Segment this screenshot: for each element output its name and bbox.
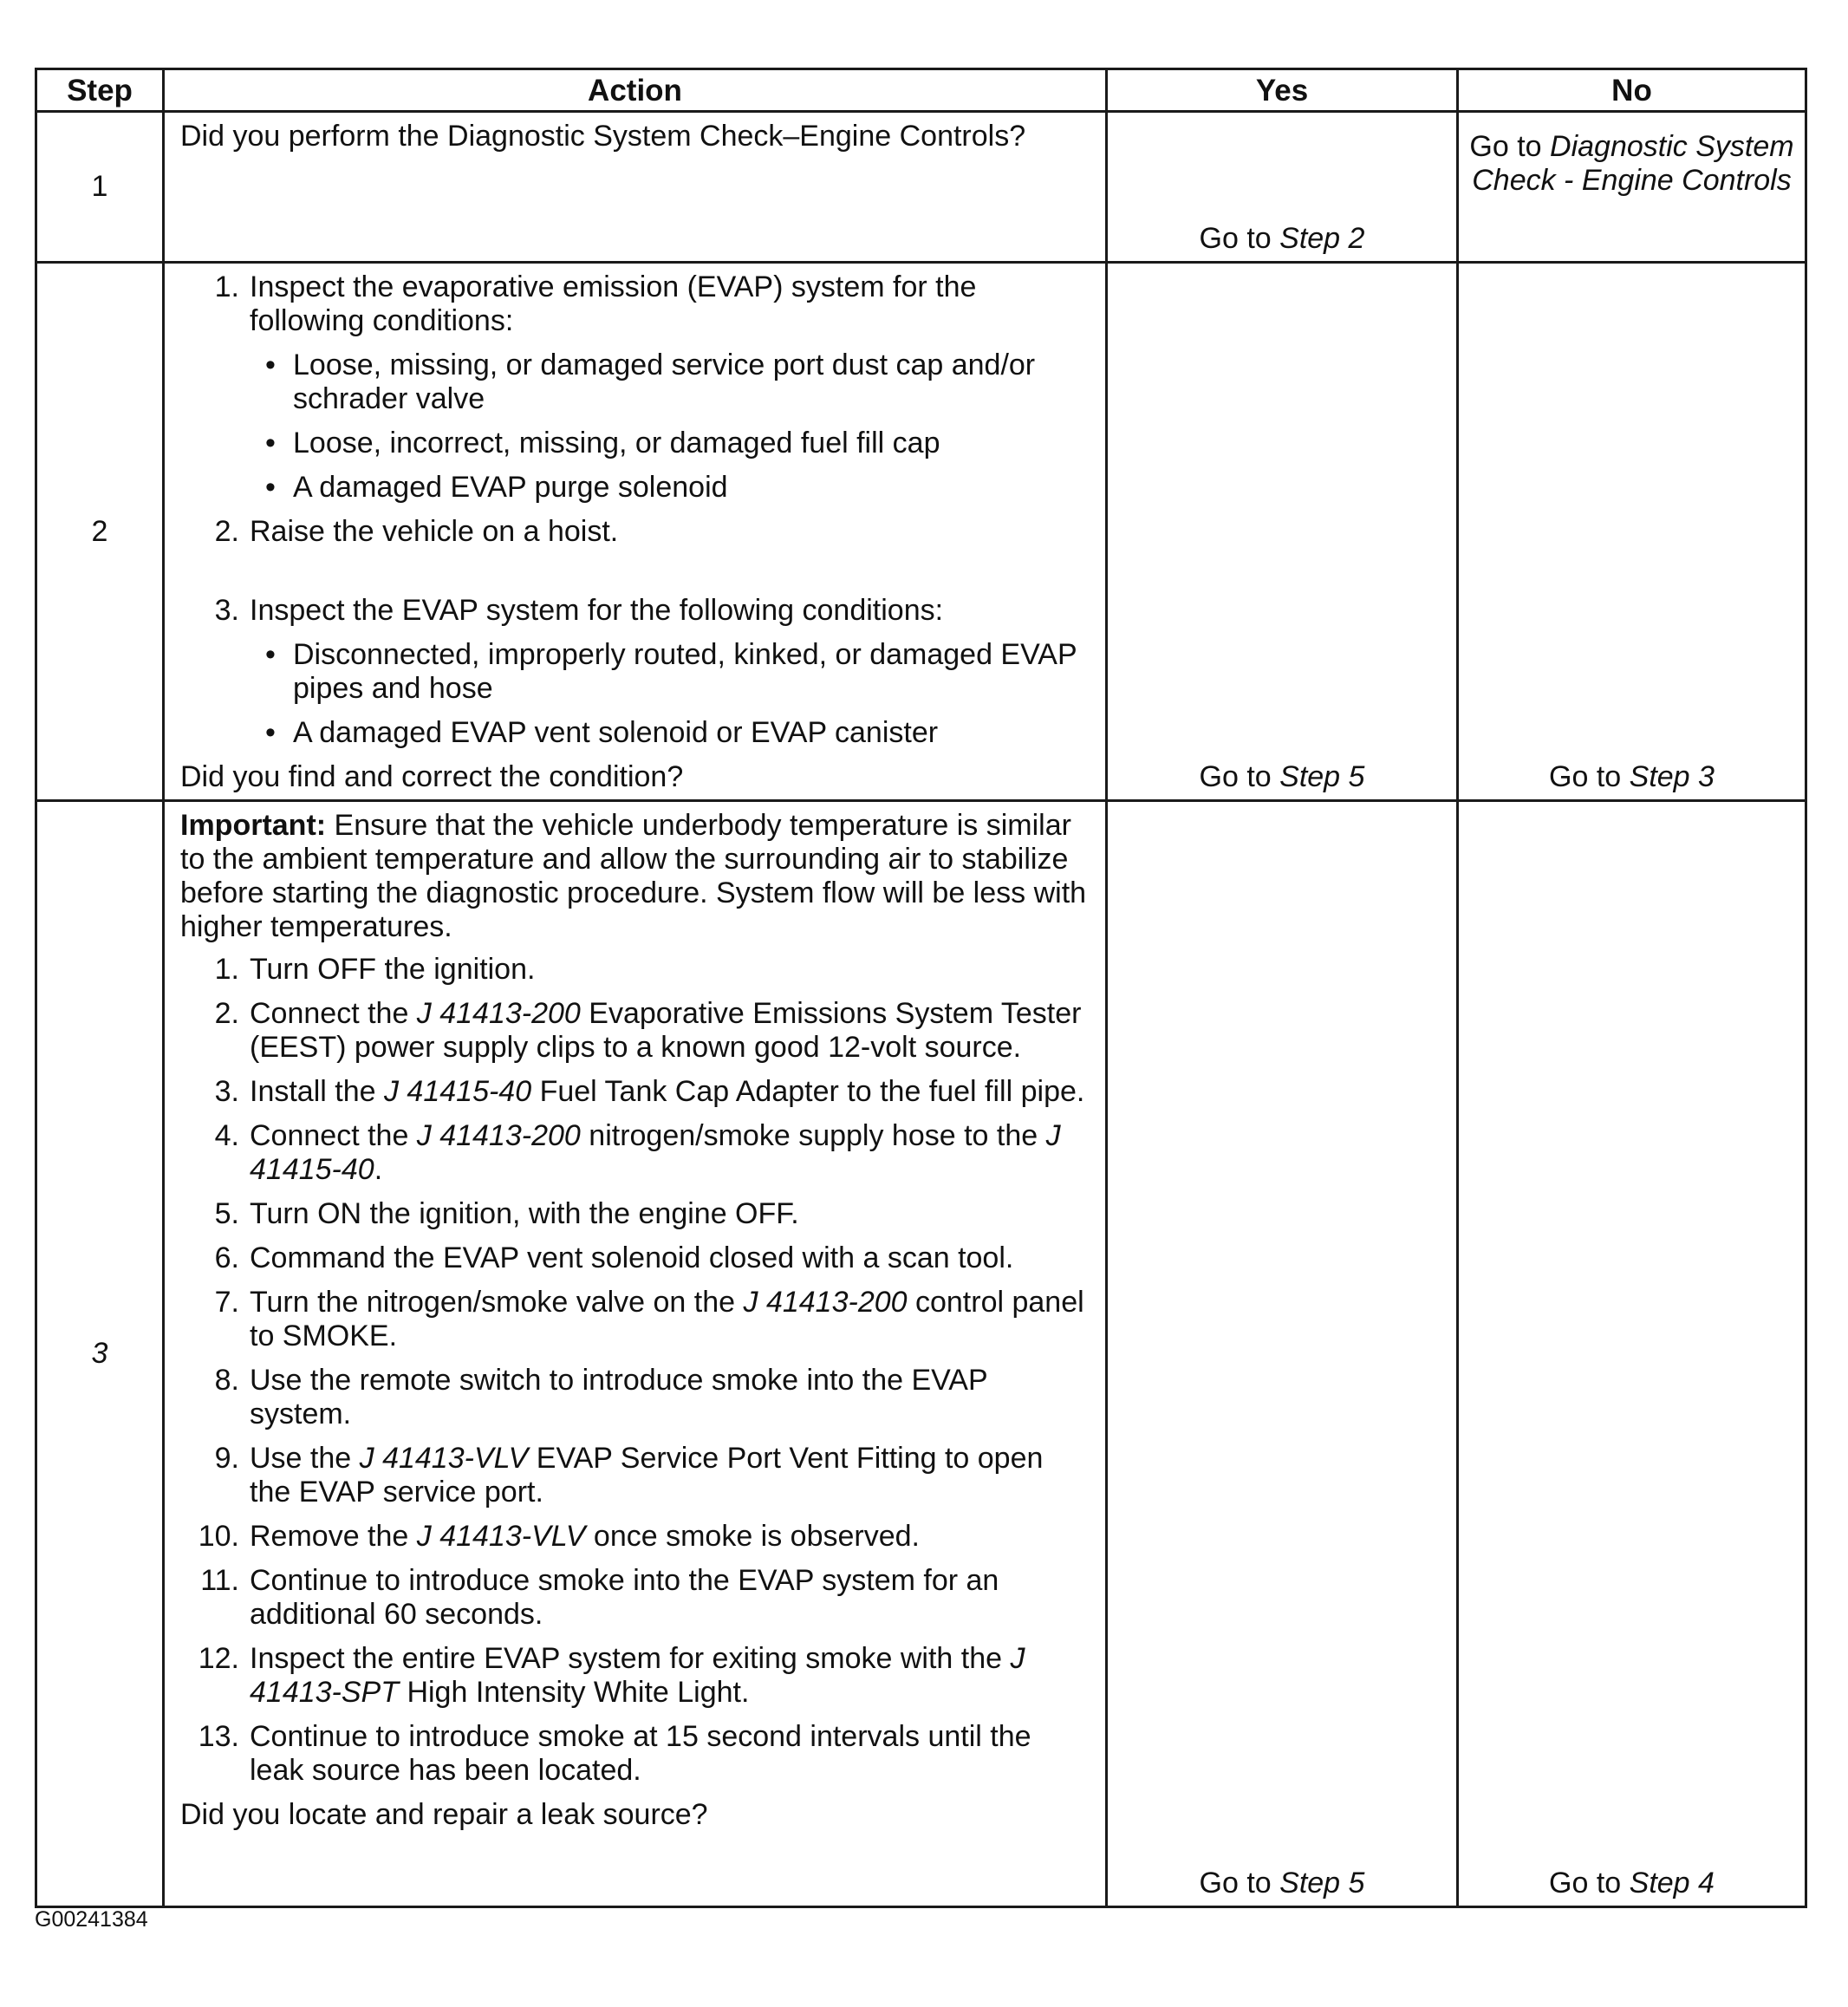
item-text: Remove the bbox=[250, 1520, 417, 1553]
item-number: 2. bbox=[214, 515, 239, 548]
bullet-icon: • bbox=[265, 638, 276, 671]
list-item bbox=[180, 1364, 1090, 1431]
header-action: Action bbox=[164, 69, 1107, 112]
yes-step-ref: Step 2 bbox=[1279, 222, 1365, 255]
yes-prefix: Go to bbox=[1199, 222, 1280, 255]
item-number: 3. bbox=[214, 1075, 239, 1108]
bullet-icon: • bbox=[265, 349, 276, 381]
step-number: 3 bbox=[36, 801, 164, 1907]
tool-reference: J 41415-40 bbox=[250, 1119, 1061, 1186]
no-result bbox=[1458, 263, 1806, 801]
bullet-item bbox=[250, 638, 1090, 706]
item-number: 3. bbox=[214, 594, 239, 627]
bullet-item bbox=[250, 716, 1090, 750]
question-text: Did you perform the Diagnostic System Check–Engine Controls? bbox=[180, 120, 1026, 153]
no-step-ref: Diagnostic System Check - Engine Controls bbox=[1472, 130, 1794, 197]
question-text: Did you locate and repair a leak source? bbox=[180, 1798, 708, 1831]
item-number: 13. bbox=[198, 1720, 239, 1753]
yes-step-ref: Step 5 bbox=[1279, 1867, 1365, 1899]
tool-reference: J 41413-VLV bbox=[416, 1520, 586, 1553]
list-item bbox=[180, 1197, 1090, 1231]
item-number: 11. bbox=[200, 1564, 239, 1597]
header-yes: Yes bbox=[1107, 69, 1458, 112]
tool-reference: J 41413-200 bbox=[416, 1119, 581, 1152]
bullet-icon: • bbox=[265, 471, 276, 504]
item-number: 2. bbox=[214, 997, 239, 1030]
tool-reference: J 41413-200 bbox=[416, 997, 581, 1030]
item-text: Command the EVAP vent solenoid closed with a scan tool. bbox=[250, 1241, 1014, 1274]
tool-reference: J 41413-SPT bbox=[250, 1642, 1025, 1709]
important-text: Ensure that the vehicle underbody temperature is similar to the ambient temperature and allow the surrounding air to stabilize before starting the diagnostic procedure. System flow will be less with higher temperatures. bbox=[180, 809, 1087, 943]
item-text: Turn OFF the ignition. bbox=[250, 953, 536, 986]
item-text: Fuel Tank Cap Adapter to the fuel fill pipe. bbox=[531, 1075, 1085, 1108]
item-text: Turn the nitrogen/smoke valve on the bbox=[250, 1286, 744, 1319]
item-number: 8. bbox=[214, 1364, 239, 1397]
item-number: 10. bbox=[198, 1520, 239, 1553]
item-number: 5. bbox=[214, 1197, 239, 1230]
item-number: 6. bbox=[214, 1241, 239, 1274]
no-result bbox=[1458, 112, 1806, 263]
bullet-item bbox=[250, 349, 1090, 416]
item-text: Turn ON the ignition, with the engine OFF. bbox=[250, 1197, 799, 1230]
important-label: Important: bbox=[180, 809, 327, 842]
list-item bbox=[180, 1442, 1090, 1509]
yes-result bbox=[1107, 263, 1458, 801]
list-item bbox=[180, 270, 1090, 505]
header-no: No bbox=[1458, 69, 1806, 112]
list-item bbox=[180, 953, 1090, 987]
list-item bbox=[180, 1642, 1090, 1710]
tool-reference: J 41415-40 bbox=[383, 1075, 532, 1108]
action-cell bbox=[164, 112, 1107, 263]
bullet-text: Loose, missing, or damaged service port dust cap and/or schrader valve bbox=[293, 349, 1036, 415]
tool-reference: J 41413-VLV bbox=[359, 1442, 529, 1475]
item-text: Use the remote switch to introduce smoke into the EVAP system. bbox=[250, 1364, 988, 1430]
yes-step-ref: Step 5 bbox=[1279, 760, 1365, 793]
list-item bbox=[180, 1520, 1090, 1554]
bullet-item bbox=[250, 471, 1090, 505]
item-text: Evaporative Emissions System Tester (EEST) power supply clips to a known good 12-volt source. bbox=[250, 997, 1082, 1064]
item-text: Raise the vehicle on a hoist. bbox=[250, 515, 619, 548]
bullet-icon: • bbox=[265, 716, 276, 749]
table-row bbox=[36, 801, 1806, 1907]
table-row bbox=[36, 263, 1806, 801]
diagnostic-table bbox=[35, 68, 1807, 1908]
table-row bbox=[36, 112, 1806, 263]
no-step-ref: Step 4 bbox=[1629, 1867, 1715, 1899]
bullet-text: Loose, incorrect, missing, or damaged fuel fill cap bbox=[293, 427, 940, 459]
step-number: 1 bbox=[36, 112, 164, 263]
item-text: Continue to introduce smoke into the EVAP system for an additional 60 seconds. bbox=[250, 1564, 999, 1631]
item-text: control panel to SMOKE. bbox=[250, 1286, 1084, 1352]
item-number: 12. bbox=[198, 1642, 239, 1675]
bullet-text: Disconnected, improperly routed, kinked, or damaged EVAP pipes and hose bbox=[293, 638, 1077, 705]
item-text: Inspect the evaporative emission (EVAP) system for the following conditions: bbox=[250, 270, 977, 337]
no-result bbox=[1458, 801, 1806, 1907]
condition-bullets bbox=[250, 638, 1090, 750]
list-item bbox=[180, 997, 1090, 1065]
question-text: Did you find and correct the condition? bbox=[180, 760, 684, 793]
item-text: . bbox=[374, 1153, 383, 1186]
header-row bbox=[36, 69, 1806, 112]
action-steps-list bbox=[180, 953, 1090, 1788]
list-item bbox=[180, 1286, 1090, 1353]
bullet-icon: • bbox=[265, 427, 276, 459]
tool-reference: J 41413-200 bbox=[743, 1286, 908, 1319]
yes-result bbox=[1107, 801, 1458, 1907]
no-step-ref: Step 3 bbox=[1629, 760, 1715, 793]
item-number: 1. bbox=[214, 953, 239, 986]
yes-result bbox=[1107, 112, 1458, 263]
item-number: 9. bbox=[214, 1442, 239, 1475]
item-text: Install the bbox=[250, 1075, 384, 1108]
step-number: 2 bbox=[36, 263, 164, 801]
item-number: 4. bbox=[214, 1119, 239, 1152]
list-item bbox=[180, 1720, 1090, 1788]
action-steps-list bbox=[180, 270, 1090, 750]
list-item bbox=[180, 1119, 1090, 1187]
action-cell bbox=[164, 263, 1107, 801]
list-item bbox=[180, 1241, 1090, 1275]
action-cell bbox=[164, 801, 1107, 1907]
list-item bbox=[180, 1564, 1090, 1632]
condition-bullets bbox=[250, 349, 1090, 505]
bullet-text: A damaged EVAP purge solenoid bbox=[293, 471, 728, 504]
item-text: Inspect the EVAP system for the following conditions: bbox=[250, 594, 944, 627]
yes-prefix: Go to bbox=[1199, 760, 1280, 793]
bullet-item bbox=[250, 427, 1090, 460]
bullet-text: A damaged EVAP vent solenoid or EVAP canister bbox=[293, 716, 939, 749]
no-prefix: Go to bbox=[1549, 1867, 1630, 1899]
item-text: EVAP Service Port Vent Fitting to open the EVAP service port. bbox=[250, 1442, 1044, 1509]
important-note bbox=[180, 809, 1090, 944]
list-item bbox=[180, 594, 1090, 750]
header-step: Step bbox=[36, 69, 164, 112]
item-text: Continue to introduce smoke at 15 second intervals until the leak source has been located. bbox=[250, 1720, 1031, 1787]
no-prefix: Go to bbox=[1549, 760, 1630, 793]
list-item bbox=[180, 1075, 1090, 1109]
item-text: Use the bbox=[250, 1442, 360, 1475]
item-number: 1. bbox=[214, 270, 239, 303]
item-text: High Intensity White Light. bbox=[399, 1676, 750, 1709]
list-item bbox=[180, 515, 1090, 549]
yes-prefix: Go to bbox=[1199, 1867, 1280, 1899]
no-prefix: Go to bbox=[1469, 130, 1551, 163]
item-text: Inspect the entire EVAP system for exiting smoke with the bbox=[250, 1642, 1011, 1675]
item-text: once smoke is observed. bbox=[585, 1520, 920, 1553]
item-text: nitrogen/smoke supply hose to the bbox=[580, 1119, 1046, 1152]
item-text: Connect the bbox=[250, 997, 417, 1030]
figure-id: G00241384 bbox=[35, 1907, 148, 1932]
item-text: Connect the bbox=[250, 1119, 417, 1152]
item-number: 7. bbox=[214, 1286, 239, 1319]
diagnostic-table-container bbox=[35, 68, 1805, 1908]
